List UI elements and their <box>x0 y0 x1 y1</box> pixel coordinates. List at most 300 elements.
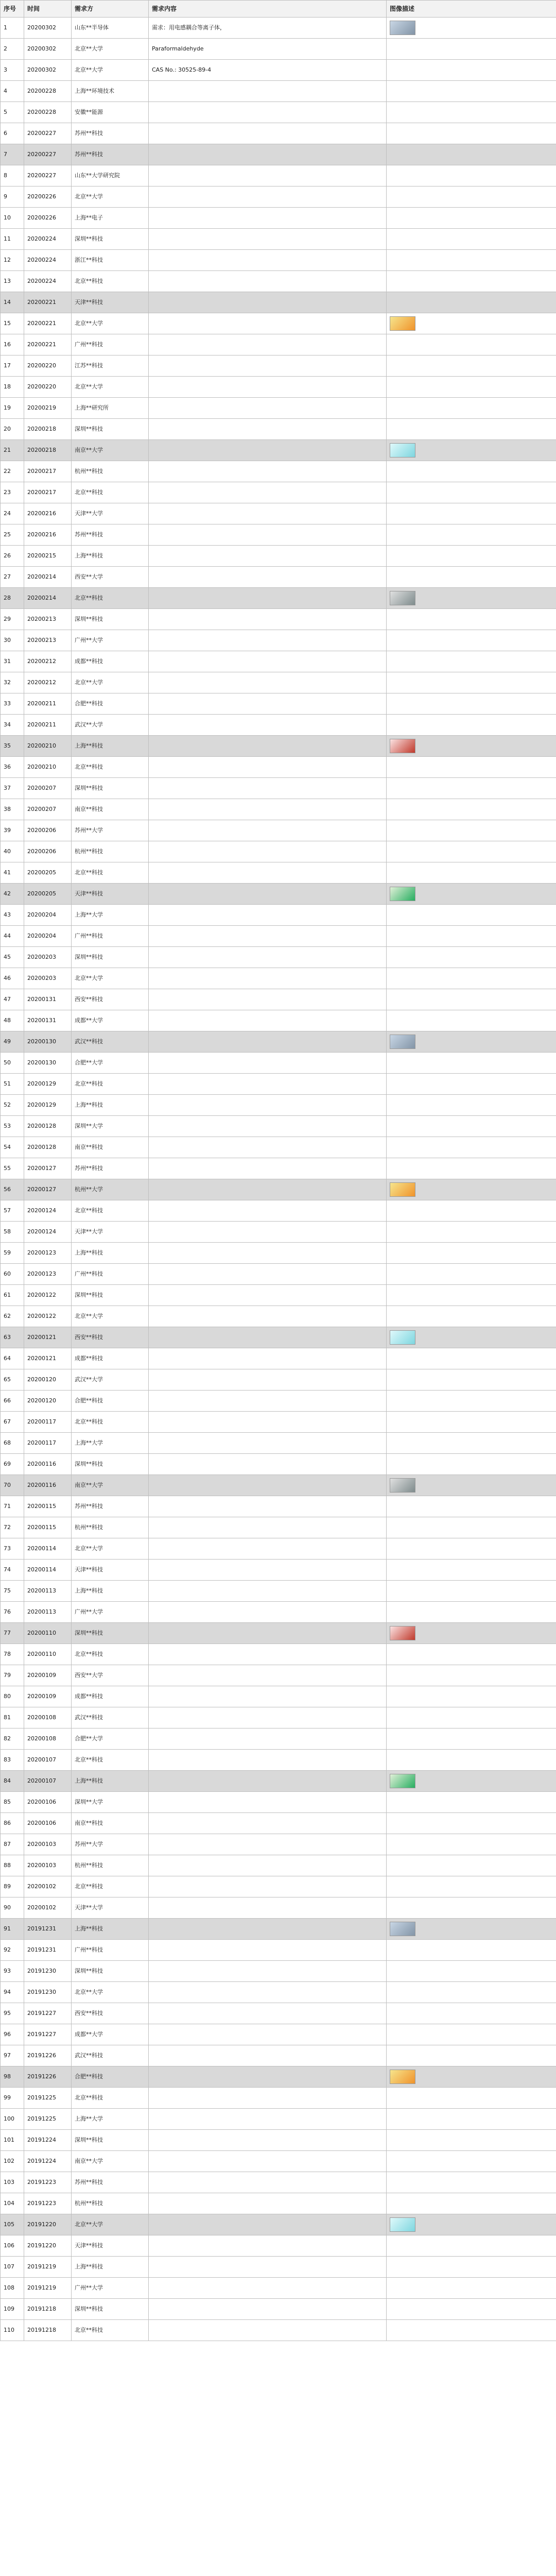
table-row <box>1 1327 556 1348</box>
cell-source: 山东**大学研究院 <box>72 165 149 187</box>
cell-time: 20200130 <box>24 1031 72 1053</box>
cell-time: 20200226 <box>24 208 72 229</box>
table-row <box>1 609 556 630</box>
cell-content <box>149 1961 387 1982</box>
cell-time: 20200120 <box>24 1391 72 1412</box>
cell-image <box>387 947 556 968</box>
table-row <box>1 503 556 524</box>
cell-image <box>387 778 556 799</box>
cell-source: 北京**科技 <box>72 1200 149 1222</box>
cell-content <box>149 2066 387 2088</box>
cell-image <box>387 165 556 187</box>
table-row <box>1 2193 556 2214</box>
table-row <box>1 2088 556 2109</box>
cell-content <box>149 567 387 588</box>
cell-image <box>387 1686 556 1707</box>
cell-source: 深圳**科技 <box>72 2130 149 2151</box>
cell-content <box>149 968 387 989</box>
cell-source: 合肥**科技 <box>72 2066 149 2088</box>
cell-source: 天津**大学 <box>72 1897 149 1919</box>
cell-image <box>387 355 556 377</box>
cell-source: 北京**大学 <box>72 39 149 60</box>
table-row <box>1 461 556 482</box>
cell-image <box>387 1179 556 1200</box>
cell-time: 20200218 <box>24 440 72 461</box>
table-row <box>1 208 556 229</box>
cell-no: 52 <box>1 1095 24 1116</box>
cell-time: 20200203 <box>24 947 72 968</box>
cell-time: 20200128 <box>24 1116 72 1137</box>
cell-time: 20200122 <box>24 1285 72 1306</box>
table-row <box>1 841 556 862</box>
cell-image <box>387 271 556 292</box>
cell-no: 12 <box>1 250 24 271</box>
thumbnail-image <box>390 1626 415 1640</box>
cell-image <box>387 2320 556 2341</box>
cell-time: 20200113 <box>24 1602 72 1623</box>
cell-image <box>387 18 556 39</box>
cell-image <box>387 2299 556 2320</box>
cell-no: 20 <box>1 419 24 440</box>
table-row <box>1 1454 556 1475</box>
cell-time: 20200121 <box>24 1348 72 1369</box>
cell-image <box>387 693 556 715</box>
cell-no: 39 <box>1 820 24 841</box>
cell-source: 广州**科技 <box>72 1264 149 1285</box>
cell-no: 94 <box>1 1982 24 2003</box>
thumbnail-image <box>390 443 415 457</box>
header-source: 需求方 <box>72 1 149 18</box>
cell-no: 96 <box>1 2024 24 2045</box>
cell-image <box>387 1010 556 1031</box>
cell-source: 上海**科技 <box>72 1243 149 1264</box>
cell-no: 68 <box>1 1433 24 1454</box>
cell-image <box>387 1940 556 1961</box>
cell-content <box>149 1348 387 1369</box>
table-row <box>1 524 556 546</box>
cell-image <box>387 292 556 313</box>
table-row <box>1 1116 556 1137</box>
cell-content <box>149 165 387 187</box>
cell-content <box>149 630 387 651</box>
table-row <box>1 2045 556 2066</box>
cell-time: 20200214 <box>24 588 72 609</box>
cell-source: 天津**科技 <box>72 292 149 313</box>
cell-content <box>149 651 387 672</box>
cell-time: 20200109 <box>24 1686 72 1707</box>
cell-time: 20200218 <box>24 419 72 440</box>
cell-time: 20191223 <box>24 2172 72 2193</box>
cell-time: 20200227 <box>24 144 72 165</box>
cell-image <box>387 2066 556 2088</box>
cell-no: 91 <box>1 1919 24 1940</box>
cell-time: 20200212 <box>24 672 72 693</box>
cell-no: 13 <box>1 271 24 292</box>
table-row <box>1 440 556 461</box>
cell-no: 51 <box>1 1074 24 1095</box>
cell-image <box>387 2003 556 2024</box>
table-row <box>1 1095 556 1116</box>
thumbnail-image <box>390 1774 415 1788</box>
cell-image <box>387 1264 556 1285</box>
table-row <box>1 1919 556 1940</box>
cell-source: 北京**大学 <box>72 187 149 208</box>
cell-image <box>387 313 556 334</box>
cell-source: 杭州**科技 <box>72 2193 149 2214</box>
cell-no: 62 <box>1 1306 24 1327</box>
cell-image <box>387 2024 556 2045</box>
cell-content <box>149 1222 387 1243</box>
cell-no: 81 <box>1 1707 24 1728</box>
cell-image <box>387 419 556 440</box>
cell-source: 上海**大学 <box>72 2109 149 2130</box>
cell-image <box>387 461 556 482</box>
cell-image <box>387 482 556 503</box>
cell-source: 合肥**大学 <box>72 1728 149 1750</box>
cell-content <box>149 482 387 503</box>
cell-no: 17 <box>1 355 24 377</box>
cell-time: 20200109 <box>24 1665 72 1686</box>
cell-time: 20191227 <box>24 2024 72 2045</box>
cell-content <box>149 102 387 123</box>
cell-no: 109 <box>1 2299 24 2320</box>
cell-time: 20191230 <box>24 1961 72 1982</box>
cell-time: 20200204 <box>24 905 72 926</box>
cell-no: 8 <box>1 165 24 187</box>
cell-image <box>387 609 556 630</box>
cell-no: 31 <box>1 651 24 672</box>
cell-source: 北京**大学 <box>72 968 149 989</box>
cell-time: 20200224 <box>24 271 72 292</box>
cell-time: 20191226 <box>24 2066 72 2088</box>
cell-no: 48 <box>1 1010 24 1031</box>
cell-time: 20200130 <box>24 1053 72 1074</box>
cell-content <box>149 2151 387 2172</box>
cell-no: 85 <box>1 1792 24 1813</box>
table-row <box>1 862 556 884</box>
cell-source: 广州**科技 <box>72 334 149 355</box>
table-row <box>1 905 556 926</box>
cell-no: 73 <box>1 1538 24 1560</box>
cell-time: 20200302 <box>24 18 72 39</box>
cell-image <box>387 2172 556 2193</box>
table-header-row <box>1 1 556 18</box>
cell-source: 北京**大学 <box>72 1538 149 1560</box>
cell-time: 20200207 <box>24 799 72 820</box>
cell-content <box>149 1179 387 1200</box>
cell-source: 南京**科技 <box>72 1137 149 1158</box>
table-row <box>1 1053 556 1074</box>
cell-no: 63 <box>1 1327 24 1348</box>
table-row <box>1 567 556 588</box>
cell-image <box>387 989 556 1010</box>
cell-content <box>149 1264 387 1285</box>
table-row <box>1 778 556 799</box>
cell-image <box>387 884 556 905</box>
cell-no: 79 <box>1 1665 24 1686</box>
cell-image <box>387 187 556 208</box>
cell-time: 20191226 <box>24 2045 72 2066</box>
cell-time: 20200214 <box>24 567 72 588</box>
table-row <box>1 102 556 123</box>
cell-source: 南京**大学 <box>72 2151 149 2172</box>
cell-content <box>149 2214 387 2235</box>
cell-content <box>149 1243 387 1264</box>
cell-image <box>387 39 556 60</box>
table-row <box>1 1961 556 1982</box>
cell-content <box>149 884 387 905</box>
cell-no: 105 <box>1 2214 24 2235</box>
cell-no: 99 <box>1 2088 24 2109</box>
cell-content <box>149 81 387 102</box>
cell-image <box>387 2235 556 2257</box>
cell-content <box>149 1707 387 1728</box>
table-row <box>1 1433 556 1454</box>
table-row <box>1 968 556 989</box>
cell-time: 20200221 <box>24 313 72 334</box>
cell-source: 北京**科技 <box>72 1876 149 1897</box>
cell-content <box>149 419 387 440</box>
cell-no: 110 <box>1 2320 24 2341</box>
cell-no: 75 <box>1 1581 24 1602</box>
cell-time: 20191231 <box>24 1940 72 1961</box>
cell-no: 34 <box>1 715 24 736</box>
cell-content <box>149 271 387 292</box>
cell-image <box>387 1222 556 1243</box>
cell-source: 杭州**大学 <box>72 1179 149 1200</box>
cell-no: 92 <box>1 1940 24 1961</box>
cell-time: 20200203 <box>24 968 72 989</box>
cell-source: 杭州**科技 <box>72 1517 149 1538</box>
cell-content <box>149 841 387 862</box>
cell-time: 20200216 <box>24 503 72 524</box>
cell-source: 深圳**科技 <box>72 609 149 630</box>
cell-content <box>149 588 387 609</box>
cell-source: 南京**大学 <box>72 1475 149 1496</box>
cell-content <box>149 208 387 229</box>
table-row <box>1 630 556 651</box>
thumbnail-image <box>390 1330 415 1345</box>
cell-source: 成都**大学 <box>72 2024 149 2045</box>
cell-source: 上海**电子 <box>72 208 149 229</box>
cell-content <box>149 355 387 377</box>
cell-source: 上海**科技 <box>72 736 149 757</box>
cell-image <box>387 1517 556 1538</box>
cell-source: 苏州**科技 <box>72 2172 149 2193</box>
table-row <box>1 1982 556 2003</box>
cell-no: 50 <box>1 1053 24 1074</box>
cell-source: 北京**大学 <box>72 2214 149 2235</box>
cell-source: 广州**大学 <box>72 1602 149 1623</box>
cell-source: 广州**科技 <box>72 926 149 947</box>
cell-no: 28 <box>1 588 24 609</box>
cell-source: 上海**环境技术 <box>72 81 149 102</box>
cell-image <box>387 1538 556 1560</box>
cell-time: 20200217 <box>24 482 72 503</box>
thumbnail-image <box>390 21 415 35</box>
cell-source: 深圳**科技 <box>72 229 149 250</box>
cell-time: 20200211 <box>24 693 72 715</box>
table-row <box>1 18 556 39</box>
table-row <box>1 736 556 757</box>
cell-no: 47 <box>1 989 24 1010</box>
cell-no: 23 <box>1 482 24 503</box>
cell-content <box>149 1433 387 1454</box>
cell-image <box>387 2151 556 2172</box>
cell-image <box>387 1327 556 1348</box>
cell-content <box>149 1771 387 1792</box>
cell-no: 37 <box>1 778 24 799</box>
cell-content <box>149 2045 387 2066</box>
table-row <box>1 1876 556 1897</box>
cell-no: 76 <box>1 1602 24 1623</box>
table-row <box>1 1179 556 1200</box>
cell-source: 北京**科技 <box>72 2320 149 2341</box>
cell-image <box>387 1158 556 1179</box>
cell-no: 86 <box>1 1813 24 1834</box>
cell-no: 38 <box>1 799 24 820</box>
cell-no: 101 <box>1 2130 24 2151</box>
cell-content <box>149 693 387 715</box>
table-row <box>1 2066 556 2088</box>
cell-time: 20200106 <box>24 1813 72 1834</box>
cell-time: 20200102 <box>24 1897 72 1919</box>
cell-content <box>149 2109 387 2130</box>
cell-content <box>149 2193 387 2214</box>
cell-image <box>387 524 556 546</box>
table-row <box>1 1686 556 1707</box>
cell-no: 87 <box>1 1834 24 1855</box>
cell-no: 43 <box>1 905 24 926</box>
table-row <box>1 2109 556 2130</box>
cell-image <box>387 841 556 862</box>
cell-source: 北京**科技 <box>72 2088 149 2109</box>
cell-image <box>387 1433 556 1454</box>
cell-source: 西安**科技 <box>72 2003 149 2024</box>
cell-source: 成都**科技 <box>72 651 149 672</box>
cell-source: 西安**大学 <box>72 567 149 588</box>
table-row <box>1 1707 556 1728</box>
cell-image <box>387 672 556 693</box>
cell-image <box>387 1454 556 1475</box>
cell-time: 20200121 <box>24 1327 72 1348</box>
cell-no: 18 <box>1 377 24 398</box>
cell-image <box>387 102 556 123</box>
cell-no: 5 <box>1 102 24 123</box>
table-row <box>1 757 556 778</box>
cell-no: 3 <box>1 60 24 81</box>
cell-image <box>387 757 556 778</box>
cell-no: 59 <box>1 1243 24 1264</box>
cell-no: 97 <box>1 2045 24 2066</box>
cell-source: 上海**科技 <box>72 1919 149 1940</box>
cell-time: 20200124 <box>24 1222 72 1243</box>
cell-image <box>387 1074 556 1095</box>
cell-time: 20200103 <box>24 1855 72 1876</box>
cell-time: 20200220 <box>24 355 72 377</box>
cell-time: 20200123 <box>24 1243 72 1264</box>
table-row <box>1 2235 556 2257</box>
cell-source: 武汉**科技 <box>72 1031 149 1053</box>
cell-time: 20191220 <box>24 2235 72 2257</box>
cell-no: 103 <box>1 2172 24 2193</box>
cell-content <box>149 1602 387 1623</box>
cell-image <box>387 1982 556 2003</box>
cell-time: 20191227 <box>24 2003 72 2024</box>
cell-no: 6 <box>1 123 24 144</box>
cell-content <box>149 2320 387 2341</box>
table-row <box>1 651 556 672</box>
cell-image <box>387 799 556 820</box>
cell-source: 南京**科技 <box>72 1813 149 1834</box>
table-row <box>1 271 556 292</box>
cell-source: 西安**大学 <box>72 1665 149 1686</box>
cell-image <box>387 440 556 461</box>
cell-time: 20200116 <box>24 1454 72 1475</box>
table-row <box>1 693 556 715</box>
table-row <box>1 1623 556 1644</box>
cell-time: 20200206 <box>24 820 72 841</box>
cell-no: 72 <box>1 1517 24 1538</box>
table-row <box>1 2130 556 2151</box>
cell-no: 78 <box>1 1644 24 1665</box>
cell-content <box>149 672 387 693</box>
cell-time: 20200122 <box>24 1306 72 1327</box>
cell-source: 上海**研究所 <box>72 398 149 419</box>
cell-image <box>387 1961 556 1982</box>
cell-content <box>149 334 387 355</box>
cell-time: 20200127 <box>24 1158 72 1179</box>
cell-image <box>387 1200 556 1222</box>
cell-content <box>149 1369 387 1391</box>
table-row <box>1 1158 556 1179</box>
cell-time: 20200217 <box>24 461 72 482</box>
table-row <box>1 1243 556 1264</box>
table-row <box>1 947 556 968</box>
cell-image <box>387 1813 556 1834</box>
table-row <box>1 313 556 334</box>
cell-time: 20191220 <box>24 2214 72 2235</box>
cell-no: 33 <box>1 693 24 715</box>
cell-content <box>149 1665 387 1686</box>
cell-source: 合肥**大学 <box>72 1053 149 1074</box>
cell-source: 北京**科技 <box>72 1412 149 1433</box>
cell-time: 20200213 <box>24 630 72 651</box>
table-row <box>1 1581 556 1602</box>
cell-source: 广州**大学 <box>72 630 149 651</box>
cell-source: 江苏**科技 <box>72 355 149 377</box>
table-row <box>1 60 556 81</box>
table-row <box>1 123 556 144</box>
cell-image <box>387 588 556 609</box>
table-row <box>1 1137 556 1158</box>
cell-content <box>149 947 387 968</box>
cell-image <box>387 1475 556 1496</box>
cell-no: 54 <box>1 1137 24 1158</box>
cell-content <box>149 1792 387 1813</box>
thumbnail-image <box>390 1182 415 1197</box>
cell-source: 上海**科技 <box>72 1771 149 1792</box>
cell-image <box>387 1116 556 1137</box>
cell-time: 20200221 <box>24 334 72 355</box>
cell-time: 20191219 <box>24 2257 72 2278</box>
cell-no: 56 <box>1 1179 24 1200</box>
cell-no: 100 <box>1 2109 24 2130</box>
cell-time: 20200226 <box>24 187 72 208</box>
cell-image <box>387 2045 556 2066</box>
table-row <box>1 1496 556 1517</box>
table-row <box>1 482 556 503</box>
